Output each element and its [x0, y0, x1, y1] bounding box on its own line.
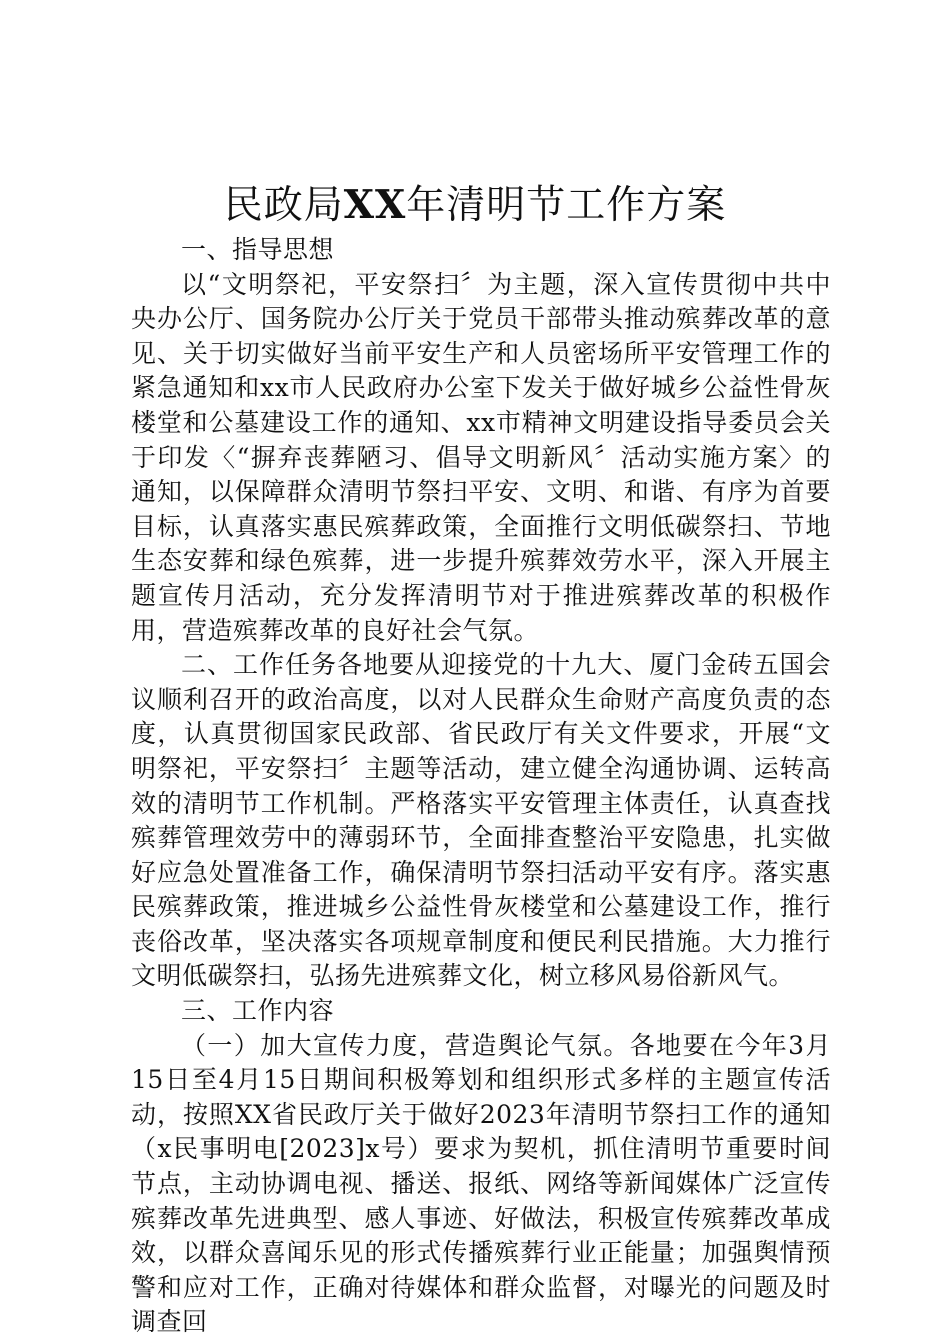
section-heading-guiding-ideology: 一、指导思想 [181, 235, 335, 264]
title-prefix: 民政局 [223, 183, 344, 228]
paragraph-guiding-ideology: 以“文明祭祀，平安祭扫〞为主题，深入宣传贯彻中共中央办公厅、国务院办公厅关于党员干部带头推动殡葬改革的意见、关于切实做好当前平安生产和人员密场所平安管理工作的紧急通知和xx市人民政府办公室下发关于做好城乡公益性骨灰楼堂和公墓建设工作的通知、xx市精神文明建设指导委员会关于印发〈“摒弃丧葬陋习、倡导文明新风〞活动实施方案〉的通知，以保障群众清明节祭扫平安、文明、和谐、有序为首要目标，认真落实惠民殡葬政策，全面推行文明低碳祭扫、节地生态安葬和绿色殡葬，进一步提升殡葬效劳水平，深入开展主题宣传月活动，充分发挥清明节对于推进殡葬改革的积极作用，营造殡葬改革的良好社会气氛。 [131, 269, 831, 645]
document-title [0, 180, 950, 231]
title-suffix: 年清明节工作方案 [406, 183, 727, 228]
paragraph-publicity: （一）加大宣传力度，营造舆论气氛。各地要在今年3月15日至4月15日期间积极筹划和组织形式多样的主题宣传活动，按照XX省民政厅关于做好2023年清明节祭扫工作的通知（x民事明电[2023]x号）要求为契机，抓住清明节重要时间节点，主动协调电视、播送、报纸、网络等新闻媒体广泛宣传殡葬改革先进典型、感人事迹、好做法，积极宣传殡葬改革成效，以群众喜闻乐见的形式传播殡葬行业正能量；加强舆情预警和应对工作，正确对待媒体和群众监督，对曝光的问题及时调查回 [131, 1030, 831, 1337]
paragraph-work-tasks: 二、工作任务各地要从迎接党的十九大、厦门金砖五国会议顺利召开的政治高度，以对人民群众生命财产高度负责的态度，认真贯彻国家民政部、省民政厅有关文件要求，开展“文明祭祀，平安祭扫〞主题等活动，建立健全沟通协调、运转高效的清明节工作机制。严格落实平安管理主体责任，认真查找殡葬管理效劳中的薄弱环节，全面排查整治平安隐患，扎实做好应急处置准备工作，确保清明节祭扫活动平安有序。落实惠民殡葬政策，推进城乡公益性骨灰楼堂和公墓建设工作，推行丧俗改革，坚决落实各项规章制度和便民利民措施。大力推行文明低碳祭扫，弘扬先进殡葬文化，树立移风易俗新风气。 [131, 650, 831, 991]
document-body [131, 233, 831, 1340]
title-bold: XX [343, 182, 407, 228]
section-heading-work-content: 三、工作内容 [181, 996, 335, 1026]
